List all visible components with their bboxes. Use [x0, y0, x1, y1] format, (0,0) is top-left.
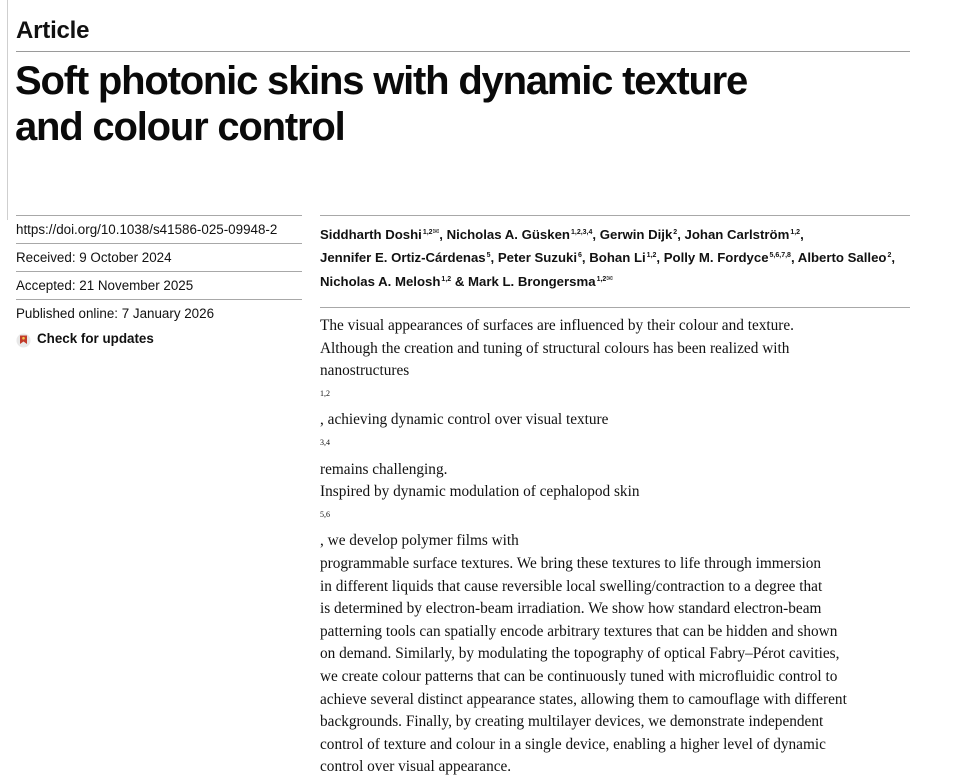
abstract-line: programmable surface textures. We bring these textures to life through immersion [320, 554, 822, 572]
author-name[interactable]: Siddharth Doshi [320, 227, 422, 242]
abstract-line: in different liquids that cause reversible local swelling/contraction to a degree that [320, 577, 823, 595]
abstract-line: The visual appearances of surfaces are influenced by their colour and texture. [320, 317, 794, 334]
author-affiliation: 2 [673, 229, 678, 236]
abstract-line: backgrounds. Finally, by creating multilayer devices, we demonstrate independent [320, 713, 824, 731]
title-line-2: and colour control [15, 105, 345, 149]
check-for-updates-label: Check for updates [37, 331, 154, 346]
citation-ref[interactable]: 3,4 [320, 437, 330, 447]
article-title [15, 58, 915, 150]
article-type-label: Article [16, 17, 90, 44]
accepted-date: Accepted: 21 November 2025 [16, 271, 302, 299]
author-affiliation: 1,2 [646, 252, 657, 259]
abstract-line: nanostructures $^{1,2}$ , achieving dynamic control over visual texture $^{3,4}$ remains challenging. [320, 362, 609, 478]
abstract-line: Although the creation and tuning of structural colours has been realized with [320, 339, 790, 357]
author-ampersand: & [454, 274, 465, 289]
abstract-line: patterning tools can spatially encode arbitrary textures that can be hidden and shown [320, 622, 838, 640]
author-affiliation: 1,2 [790, 229, 801, 236]
author-affiliation: 5,6,7,8 [769, 252, 791, 259]
abstract-line: Inspired by dynamic modulation of cephalopod skin $^{5,6}$ , we develop polymer films with [320, 483, 640, 550]
abstract-line: is determined by electron-beam irradiation. We show how standard electron-beam [320, 600, 822, 618]
received-date: Received: 9 October 2024 [16, 243, 302, 271]
author-name[interactable]: Nicholas A. Melosh [320, 274, 441, 289]
envelope-icon[interactable]: ✉ [606, 274, 613, 283]
author-affiliation: 2 [887, 252, 892, 259]
header-divider [16, 51, 910, 52]
check-for-updates-icon [16, 332, 31, 347]
abstract-line: on demand. Similarly, by modulating the topography of optical Fabry–Pérot cavities, [320, 645, 840, 663]
author-name[interactable]: Bohan Li [589, 250, 646, 265]
author-affiliation: 5 [486, 252, 491, 259]
authors-divider [320, 215, 910, 216]
author-name[interactable]: Nicholas A. Güsken [446, 227, 570, 242]
title-line-1: Soft photonic skins with dynamic texture [15, 59, 748, 103]
author-name[interactable]: Alberto Salleo [797, 250, 887, 265]
author-affiliation: 1,2 [596, 276, 607, 283]
abstract-line: control of texture and colour in a single device, enabling a higher level of dynamic [320, 735, 826, 753]
author-name[interactable]: Mark L. Brongersma [468, 274, 596, 289]
author-name[interactable]: Peter Suzuki [497, 250, 578, 265]
author-name[interactable]: Jennifer E. Ortiz-Cárdenas [320, 250, 486, 265]
author-affiliation: 6 [578, 252, 582, 259]
abstract-line: achieve several distinct appearance states, allowing them to camouflage with different [320, 690, 847, 708]
abstract-divider [320, 307, 910, 308]
author-affiliation: 1,2 [441, 276, 452, 283]
author-list: Siddharth Doshi$^{1,2✉}$, Nicholas A. Güsken$^{1,2,3,4}$, Gerwin Dijk$^2$, Johan Carlström$^{1,2}$, Jennifer E. Ortiz-Cárdenas$^5$, Peter Suzuki$^6$, Bohan Li$^{1,2}$, Polly M. Fordyce$^{5,6,7,8}$, Alberto Salleo$^2$, Nicholas A. Melosh$^{1,2}$ & Mark L. Brongersma$^{1,2✉}$ [320, 227, 896, 289]
author-name[interactable]: Polly M. Fordyce [663, 250, 769, 265]
doi-link[interactable]: https://doi.org/10.1038/s41586-025-09948-2 [16, 215, 302, 243]
author-name[interactable]: Gerwin Dijk [599, 227, 673, 242]
envelope-icon[interactable]: ✉ [432, 227, 440, 236]
published-date: Published online: 7 January 2026 [16, 299, 302, 327]
check-for-updates-link[interactable] [16, 327, 302, 351]
author-affiliation: 1,2,3,4 [570, 229, 593, 236]
author-name[interactable]: Johan Carlström [684, 227, 790, 242]
citation-ref[interactable]: 1,2 [320, 388, 330, 398]
article-metadata [16, 215, 302, 351]
author-affiliation: 1,2 [422, 229, 433, 236]
abstract-line: we create colour patterns that can be continuously tuned with microfluidic control to [320, 667, 838, 685]
citation-ref[interactable]: 5,6 [320, 509, 330, 519]
abstract [320, 315, 920, 779]
left-margin-rule [7, 0, 8, 220]
abstract-line: control over visual appearance. [320, 758, 512, 776]
